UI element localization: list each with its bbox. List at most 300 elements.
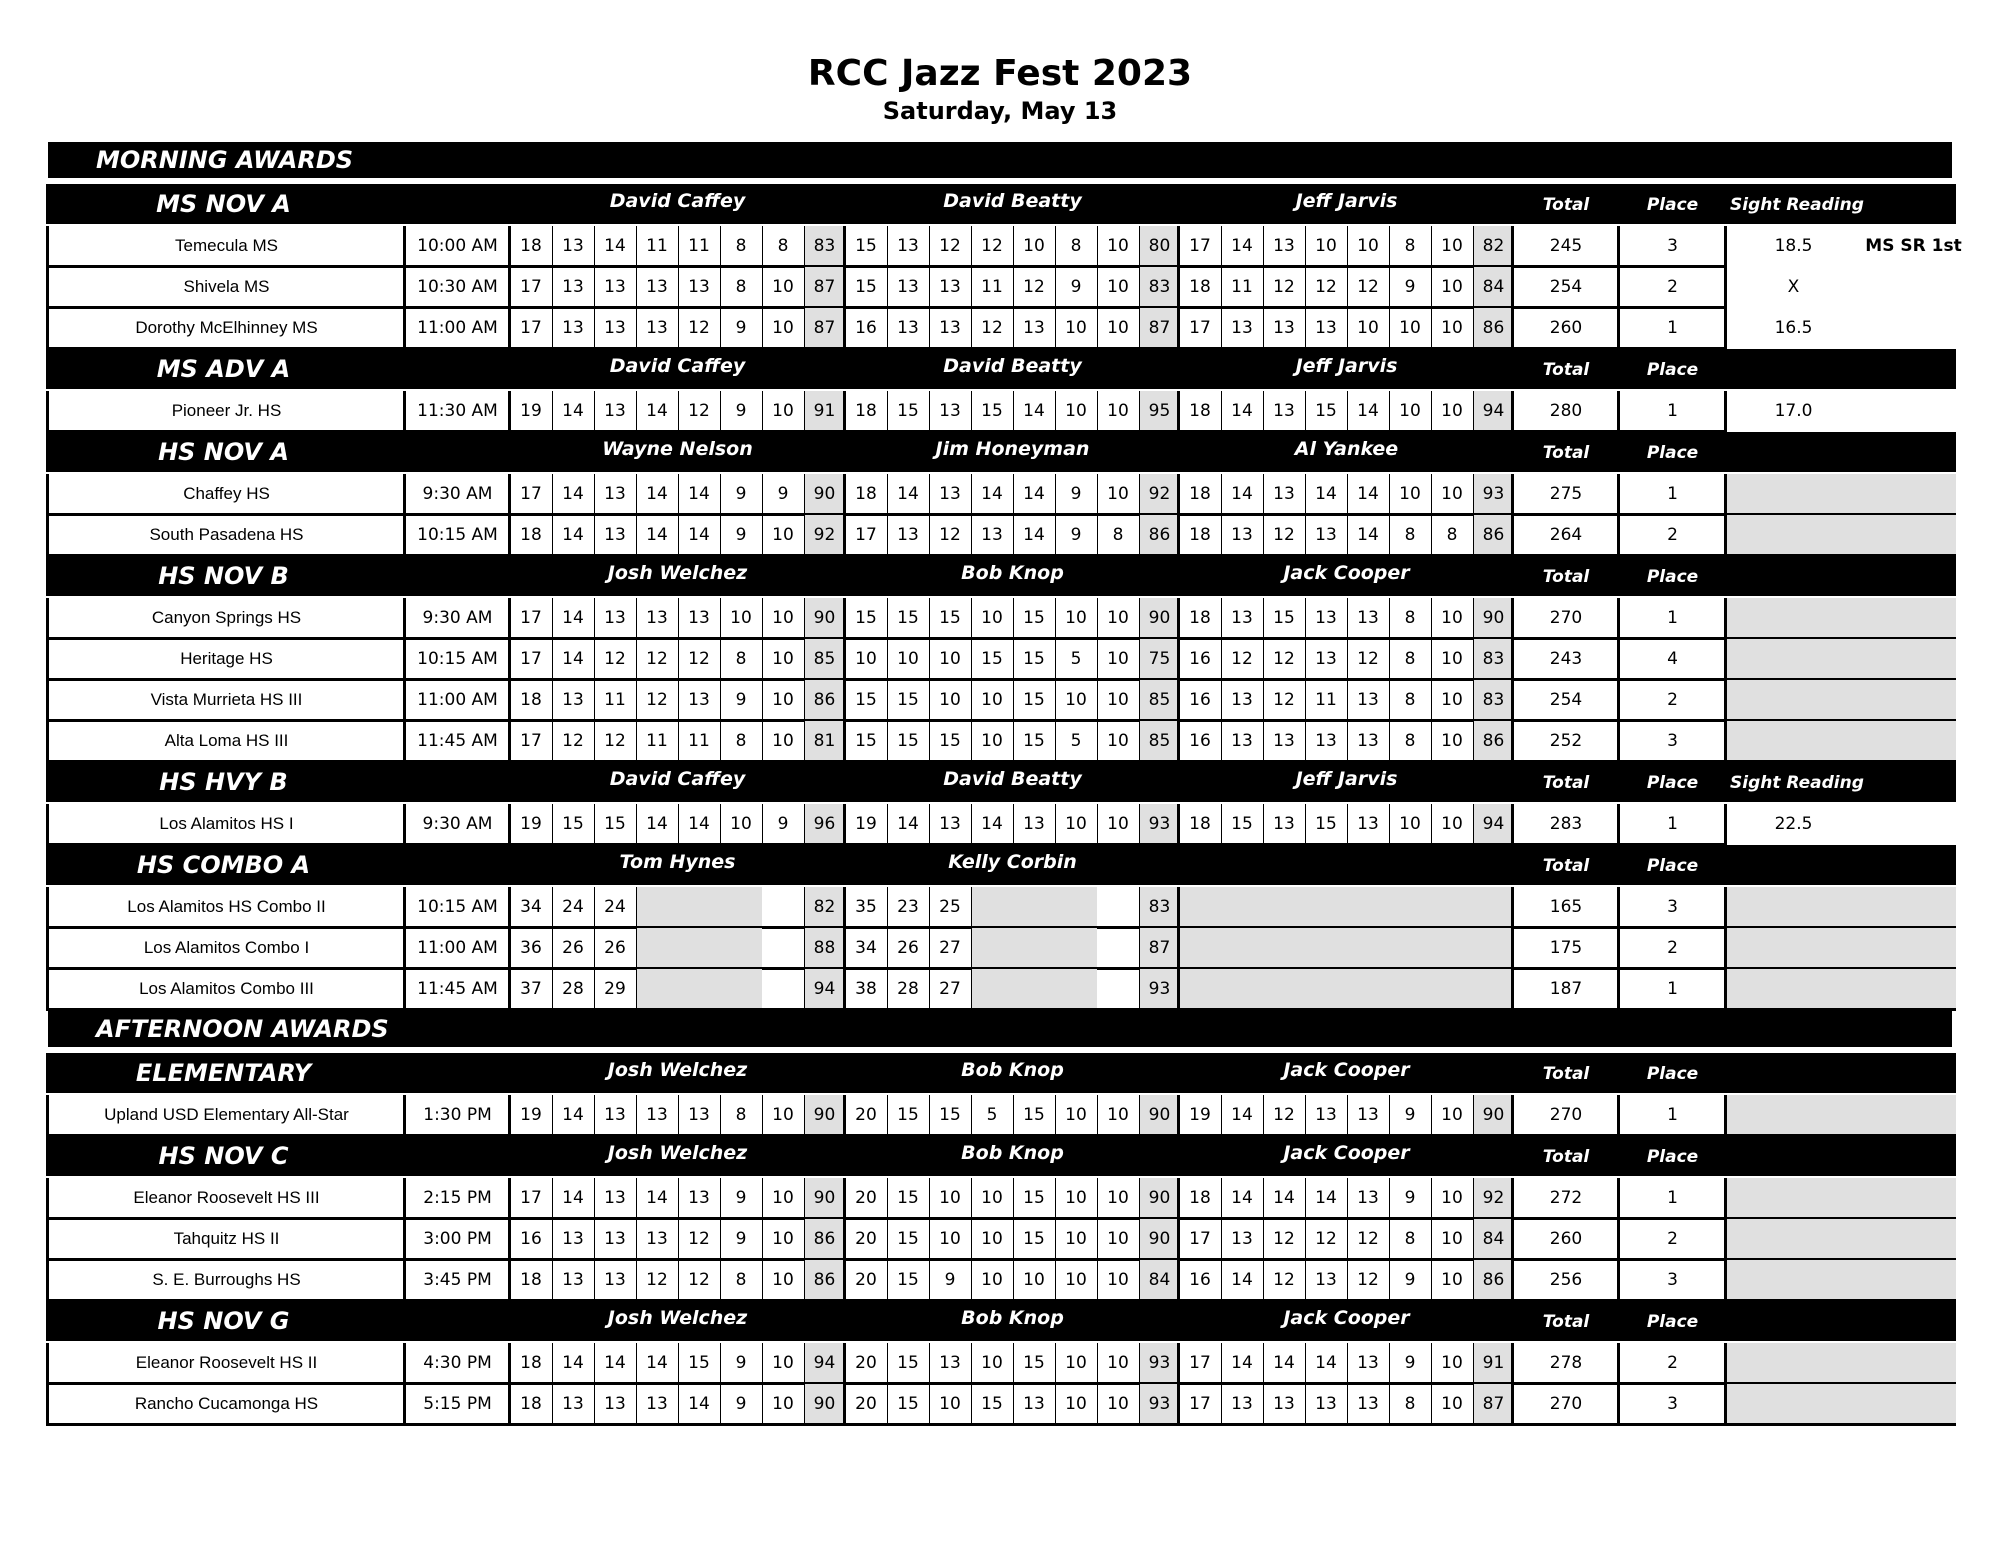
empty-score-block — [1179, 887, 1514, 927]
score-cell: 8 — [735, 1270, 747, 1290]
score-cell: 27 — [939, 979, 961, 999]
score-cell: 13 — [897, 236, 919, 256]
grid-line — [1221, 391, 1222, 432]
judge-subtotal: 84 — [1473, 267, 1514, 307]
score-cell: 13 — [1357, 1105, 1379, 1125]
score-cell: 17 — [520, 277, 542, 297]
grid-line — [1139, 474, 1140, 556]
score-cell: 12 — [1023, 277, 1045, 297]
score-cell: 14 — [1357, 484, 1379, 504]
place: 2 — [1667, 277, 1678, 297]
score-cell: 17 — [1189, 1353, 1211, 1373]
total-score: 254 — [1549, 277, 1583, 297]
score-cell: 13 — [604, 318, 626, 338]
score-cell: 13 — [1357, 1353, 1379, 1373]
score-cell: 15 — [1315, 401, 1337, 421]
grid-line — [929, 887, 930, 1010]
score-cell: 5 — [986, 1105, 998, 1125]
score-cell: 10 — [1399, 484, 1421, 504]
judge-subtotal: 85 — [804, 639, 845, 679]
grid-line — [636, 598, 637, 762]
score-cell: 10 — [1441, 401, 1463, 421]
score-cell: 10 — [981, 731, 1003, 751]
performance-time: 11:45 AM — [417, 731, 498, 751]
score-cell: 13 — [1273, 484, 1295, 504]
judge-subtotal: 81 — [804, 721, 845, 761]
grid-line — [508, 226, 511, 349]
score-cell: 10 — [1441, 484, 1463, 504]
ensemble-name: Dorothy McElhinney MS — [135, 318, 318, 337]
place: 1 — [1667, 484, 1678, 504]
judge-subtotal: 87 — [1473, 1384, 1514, 1424]
grid-line — [887, 391, 888, 432]
judge-subtotal: 86 — [1473, 721, 1514, 761]
grid-line — [1305, 1343, 1306, 1425]
score-cell: 13 — [1315, 731, 1337, 751]
score-cell: 12 — [688, 649, 710, 669]
empty-score-block — [1179, 969, 1514, 1009]
table-row — [0, 1343, 2000, 1383]
grid-line — [678, 598, 679, 762]
total-score: 175 — [1549, 938, 1583, 958]
score-cell: 13 — [1273, 814, 1295, 834]
grid-line — [1055, 474, 1056, 556]
score-cell: 14 — [1231, 1188, 1253, 1208]
score-cell: 15 — [1023, 608, 1045, 628]
score-cell: 10 — [1357, 318, 1379, 338]
grid-line — [1724, 474, 1727, 556]
grid-line — [46, 474, 49, 556]
empty-sight-reading — [1726, 1260, 1956, 1300]
score-cell: 9 — [1404, 1188, 1416, 1208]
score-cell: 14 — [981, 484, 1003, 504]
grid-line — [1511, 474, 1514, 556]
score-cell: 8 — [735, 731, 747, 751]
grid-line — [1221, 474, 1222, 556]
score-cell: 14 — [688, 814, 710, 834]
grid-line — [1431, 1095, 1432, 1136]
empty-sight-reading — [1726, 680, 1956, 720]
score-cell: 13 — [1023, 814, 1045, 834]
empty-sight-reading — [1726, 928, 1956, 968]
score-cell: 8 — [1404, 1229, 1416, 1249]
total-header: Total — [1542, 1312, 1590, 1332]
grid-line — [403, 226, 406, 349]
score-cell: 14 — [646, 525, 668, 545]
grid-line — [804, 1343, 805, 1425]
judge-subtotal: 90 — [1139, 1178, 1180, 1218]
group-header — [46, 1136, 1956, 1176]
score-cell: 14 — [562, 525, 584, 545]
score-cell: 13 — [1023, 318, 1045, 338]
group-title: HS NOV A — [158, 438, 289, 466]
score-cell: 38 — [855, 979, 877, 999]
score-cell: 14 — [981, 814, 1003, 834]
grid-line — [1389, 1178, 1390, 1301]
score-cell: 19 — [520, 1105, 542, 1125]
grid-line — [594, 1095, 595, 1136]
grid-line — [1617, 598, 1620, 762]
score-cell: 34 — [855, 938, 877, 958]
grid-line — [46, 226, 49, 349]
table-row — [0, 1384, 2000, 1424]
score-cell: 18 — [520, 236, 542, 256]
score-cell: 10 — [772, 525, 794, 545]
judge-subtotal: 83 — [1139, 267, 1180, 307]
score-cell: 15 — [562, 814, 584, 834]
score-cell: 9 — [735, 525, 747, 545]
score-cell: 16 — [855, 318, 877, 338]
score-cell: 18 — [520, 1394, 542, 1414]
grid-line — [1473, 1343, 1474, 1425]
score-cell: 15 — [897, 608, 919, 628]
grid-line — [1724, 226, 1727, 349]
score-cell: 14 — [1357, 525, 1379, 545]
grid-line — [552, 1343, 553, 1425]
score-cell: 10 — [1441, 690, 1463, 710]
score-cell: 13 — [604, 1229, 626, 1249]
total-score: 254 — [1549, 690, 1583, 710]
score-cell: 13 — [604, 484, 626, 504]
score-cell: 8 — [1404, 608, 1416, 628]
score-cell: 18 — [855, 484, 877, 504]
score-cell: 13 — [562, 236, 584, 256]
score-cell: 12 — [646, 1270, 668, 1290]
grid-line — [1305, 804, 1306, 845]
score-cell: 12 — [939, 236, 961, 256]
score-cell: 10 — [1065, 1229, 1087, 1249]
score-cell: 8 — [735, 1105, 747, 1125]
judge-subtotal: 94 — [804, 969, 845, 1009]
grid-line — [720, 804, 721, 845]
grid-line — [1177, 226, 1180, 349]
judge-subtotal: 90 — [804, 474, 845, 514]
score-cell: 13 — [1357, 690, 1379, 710]
score-cell: 16 — [1189, 649, 1211, 669]
grid-line — [403, 1095, 406, 1136]
score-cell: 10 — [981, 1270, 1003, 1290]
score-cell: 20 — [855, 1105, 877, 1125]
score-cell: 10 — [1441, 608, 1463, 628]
grid-line — [594, 391, 595, 432]
score-cell: 18 — [1189, 814, 1211, 834]
grid-line — [1389, 598, 1390, 762]
grid-line — [678, 1178, 679, 1301]
judge-name: Tom Hynes — [619, 851, 736, 873]
score-cell: 13 — [1231, 525, 1253, 545]
score-cell: 15 — [855, 236, 877, 256]
score-cell: 18 — [1189, 277, 1211, 297]
score-cell: 18 — [1189, 1188, 1211, 1208]
total-header: Total — [1542, 567, 1590, 587]
ensemble-name: Los Alamitos Combo III — [139, 979, 314, 998]
table-row — [0, 928, 2000, 968]
ensemble-name: Temecula MS — [175, 236, 278, 255]
grid-line — [678, 226, 679, 349]
score-cell: 10 — [1107, 1105, 1129, 1125]
grid-line — [1139, 226, 1140, 349]
score-cell: 14 — [1231, 1105, 1253, 1125]
score-cell: 9 — [735, 484, 747, 504]
score-cell: 8 — [1070, 236, 1082, 256]
score-cell: 27 — [939, 938, 961, 958]
score-cell: 14 — [1023, 525, 1045, 545]
empty-score-block — [636, 887, 762, 927]
place: 2 — [1667, 690, 1678, 710]
judge-subtotal: 90 — [804, 1384, 845, 1424]
score-cell: 12 — [981, 236, 1003, 256]
score-cell: 13 — [604, 1270, 626, 1290]
score-cell: 13 — [1315, 1270, 1337, 1290]
total-score: 187 — [1549, 979, 1583, 999]
judge-subtotal: 94 — [1473, 391, 1514, 431]
score-cell: 10 — [772, 1394, 794, 1414]
place: 4 — [1667, 649, 1678, 669]
score-cell: 13 — [1315, 525, 1337, 545]
score-cell: 9 — [1070, 484, 1082, 504]
table-row — [0, 1095, 2000, 1135]
judge-subtotal: 87 — [804, 308, 845, 348]
grid-line — [46, 1178, 49, 1301]
score-cell: 16 — [1189, 731, 1211, 751]
score-cell: 15 — [981, 649, 1003, 669]
score-cell: 11 — [688, 236, 710, 256]
score-cell: 10 — [1441, 1270, 1463, 1290]
judge-name: Kelly Corbin — [948, 851, 1077, 873]
grid-line — [1221, 226, 1222, 349]
empty-sight-reading — [1726, 887, 1956, 927]
grid-line — [678, 474, 679, 556]
score-cell: 10 — [1441, 318, 1463, 338]
judge-subtotal: 90 — [1473, 598, 1514, 638]
performance-time: 3:45 PM — [423, 1270, 492, 1290]
total-score: 270 — [1549, 608, 1583, 628]
group-header — [46, 845, 1956, 885]
score-cell: 12 — [688, 1229, 710, 1249]
grid-line — [804, 887, 805, 1010]
total-score: 165 — [1549, 897, 1583, 917]
grid-line — [552, 804, 553, 845]
judge-subtotal: 92 — [1139, 474, 1180, 514]
grid-line — [1139, 1095, 1140, 1136]
grid-line — [762, 1095, 763, 1136]
grid-line — [843, 1095, 846, 1136]
score-cell: 13 — [1231, 608, 1253, 628]
score-cell: 14 — [1231, 484, 1253, 504]
grid-line — [1473, 1095, 1474, 1136]
group-header — [46, 349, 1956, 389]
grid-line — [1511, 804, 1514, 845]
score-cell: 14 — [646, 1353, 668, 1373]
score-cell: 10 — [1399, 318, 1421, 338]
judge-subtotal: 85 — [1139, 721, 1180, 761]
place-header: Place — [1646, 1147, 1699, 1167]
grid-line — [971, 598, 972, 762]
table-row — [0, 308, 2000, 348]
grid-line — [552, 598, 553, 762]
grid-line — [403, 1343, 406, 1425]
grid-line — [1347, 474, 1348, 556]
score-cell: 15 — [939, 1105, 961, 1125]
score-cell: 12 — [688, 401, 710, 421]
score-cell: 14 — [646, 1188, 668, 1208]
score-cell: 13 — [688, 690, 710, 710]
score-cell: 12 — [1357, 649, 1379, 669]
place: 3 — [1667, 731, 1678, 751]
score-cell: 10 — [1023, 1270, 1045, 1290]
score-cell: 13 — [981, 525, 1003, 545]
score-cell: 12 — [1273, 1270, 1295, 1290]
grid-line — [971, 391, 972, 432]
score-cell: 12 — [1357, 1229, 1379, 1249]
score-cell: 13 — [1273, 731, 1295, 751]
score-cell: 8 — [1446, 525, 1458, 545]
ensemble-name: Los Alamitos HS Combo II — [127, 897, 326, 916]
score-cell: 12 — [1273, 649, 1295, 669]
score-cell: 9 — [1404, 1270, 1416, 1290]
grid-line — [1263, 598, 1264, 762]
grid-line — [508, 1178, 511, 1301]
grid-line — [1389, 1095, 1390, 1136]
score-cell: 15 — [604, 814, 626, 834]
score-cell: 10 — [1065, 608, 1087, 628]
score-cell: 13 — [562, 1394, 584, 1414]
score-cell: 10 — [1357, 236, 1379, 256]
score-cell: 15 — [981, 1394, 1003, 1414]
grid-line — [1473, 474, 1474, 556]
grid-line — [1305, 226, 1306, 349]
total-header: Total — [1542, 443, 1590, 463]
score-cell: 10 — [939, 690, 961, 710]
score-cell: 10 — [1399, 401, 1421, 421]
score-cell: 10 — [1065, 1270, 1087, 1290]
judge-name: Wayne Nelson — [602, 438, 753, 460]
grid-line — [1055, 391, 1056, 432]
total-score: 275 — [1549, 484, 1583, 504]
judge-subtotal: 93 — [1139, 804, 1180, 844]
judge-name: David Caffey — [609, 768, 746, 790]
judge-name: Al Yankee — [1294, 438, 1399, 460]
grid-line — [594, 804, 595, 845]
score-cell: 14 — [646, 401, 668, 421]
score-cell: 26 — [604, 938, 626, 958]
grid-line — [1347, 1178, 1348, 1301]
place-header: Place — [1646, 856, 1699, 876]
score-cell: 15 — [855, 731, 877, 751]
score-cell: 13 — [562, 277, 584, 297]
section-header: MORNING AWARDS — [48, 142, 1952, 178]
grid-line — [720, 1178, 721, 1301]
score-cell: 14 — [562, 608, 584, 628]
performance-time: 11:00 AM — [417, 938, 498, 958]
score-cell: 29 — [604, 979, 626, 999]
score-cell: 10 — [1107, 1353, 1129, 1373]
grid-line — [46, 1343, 49, 1425]
ensemble-name: Tahquitz HS II — [173, 1229, 280, 1248]
total-score: 272 — [1549, 1188, 1583, 1208]
grid-line — [843, 391, 846, 432]
judge-subtotal: 92 — [804, 515, 845, 555]
grid-line — [1511, 226, 1514, 349]
group-header — [46, 1301, 1956, 1341]
grid-line — [1617, 226, 1620, 349]
score-cell: 8 — [735, 277, 747, 297]
score-cell: 13 — [939, 484, 961, 504]
judge-subtotal: 83 — [1473, 680, 1514, 720]
place-header: Place — [1646, 360, 1699, 380]
grid-line — [971, 1343, 972, 1425]
empty-sight-reading — [1726, 1343, 1956, 1383]
ensemble-name: Alta Loma HS III — [164, 731, 289, 750]
score-cell: 12 — [1273, 1229, 1295, 1249]
judge-subtotal: 93 — [1473, 474, 1514, 514]
judge-subtotal: 83 — [804, 226, 845, 266]
score-cell: 12 — [1273, 690, 1295, 710]
group-header — [46, 432, 1956, 472]
grid-line — [1305, 1178, 1306, 1301]
ensemble-name: Canyon Springs HS — [151, 608, 302, 627]
grid-line — [804, 391, 805, 432]
score-cell: 17 — [520, 608, 542, 628]
group-header — [46, 184, 1956, 224]
score-cell: 10 — [772, 1188, 794, 1208]
ensemble-name: S. E. Burroughs HS — [152, 1270, 301, 1289]
grid-line — [843, 226, 846, 349]
judge-subtotal: 83 — [1473, 639, 1514, 679]
total-header: Total — [1542, 195, 1590, 215]
score-cell: 10 — [772, 1353, 794, 1373]
total-score: 260 — [1549, 318, 1583, 338]
score-cell: 10 — [1441, 1229, 1463, 1249]
grid-line — [403, 474, 406, 556]
score-cell: 12 — [688, 1270, 710, 1290]
judge-subtotal: 90 — [804, 1178, 845, 1218]
grid-line — [403, 1178, 406, 1301]
score-cell: 14 — [604, 236, 626, 256]
grid-line — [403, 887, 406, 1010]
performance-time: 10:15 AM — [417, 897, 498, 917]
grid-line — [1263, 1178, 1264, 1301]
score-cell: 10 — [772, 318, 794, 338]
empty-sight-reading — [1726, 721, 1956, 761]
score-cell: 11 — [646, 731, 668, 751]
score-cell: 10 — [1441, 1394, 1463, 1414]
score-cell: 9 — [1070, 277, 1082, 297]
score-cell: 14 — [562, 401, 584, 421]
grid-line — [636, 1343, 637, 1425]
score-cell: 10 — [981, 1353, 1003, 1373]
grid-line — [1724, 1095, 1727, 1136]
place-header: Place — [1646, 773, 1699, 793]
total-header: Total — [1542, 1147, 1590, 1167]
score-cell: 15 — [897, 690, 919, 710]
grid-line — [1389, 474, 1390, 556]
judge-name: Josh Welchez — [607, 562, 748, 584]
performance-time: 11:00 AM — [417, 318, 498, 338]
score-cell: 10 — [1107, 814, 1129, 834]
grid-line — [804, 598, 805, 762]
grid-line — [46, 1423, 1956, 1426]
score-cell: 10 — [1107, 690, 1129, 710]
ensemble-name: Heritage HS — [180, 649, 273, 668]
score-cell: 37 — [520, 979, 542, 999]
score-cell: 10 — [1065, 318, 1087, 338]
grid-line — [929, 391, 930, 432]
score-cell: 11 — [1231, 277, 1253, 297]
score-cell: 8 — [1404, 525, 1416, 545]
score-cell: 13 — [1231, 318, 1253, 338]
score-cell: 14 — [897, 814, 919, 834]
